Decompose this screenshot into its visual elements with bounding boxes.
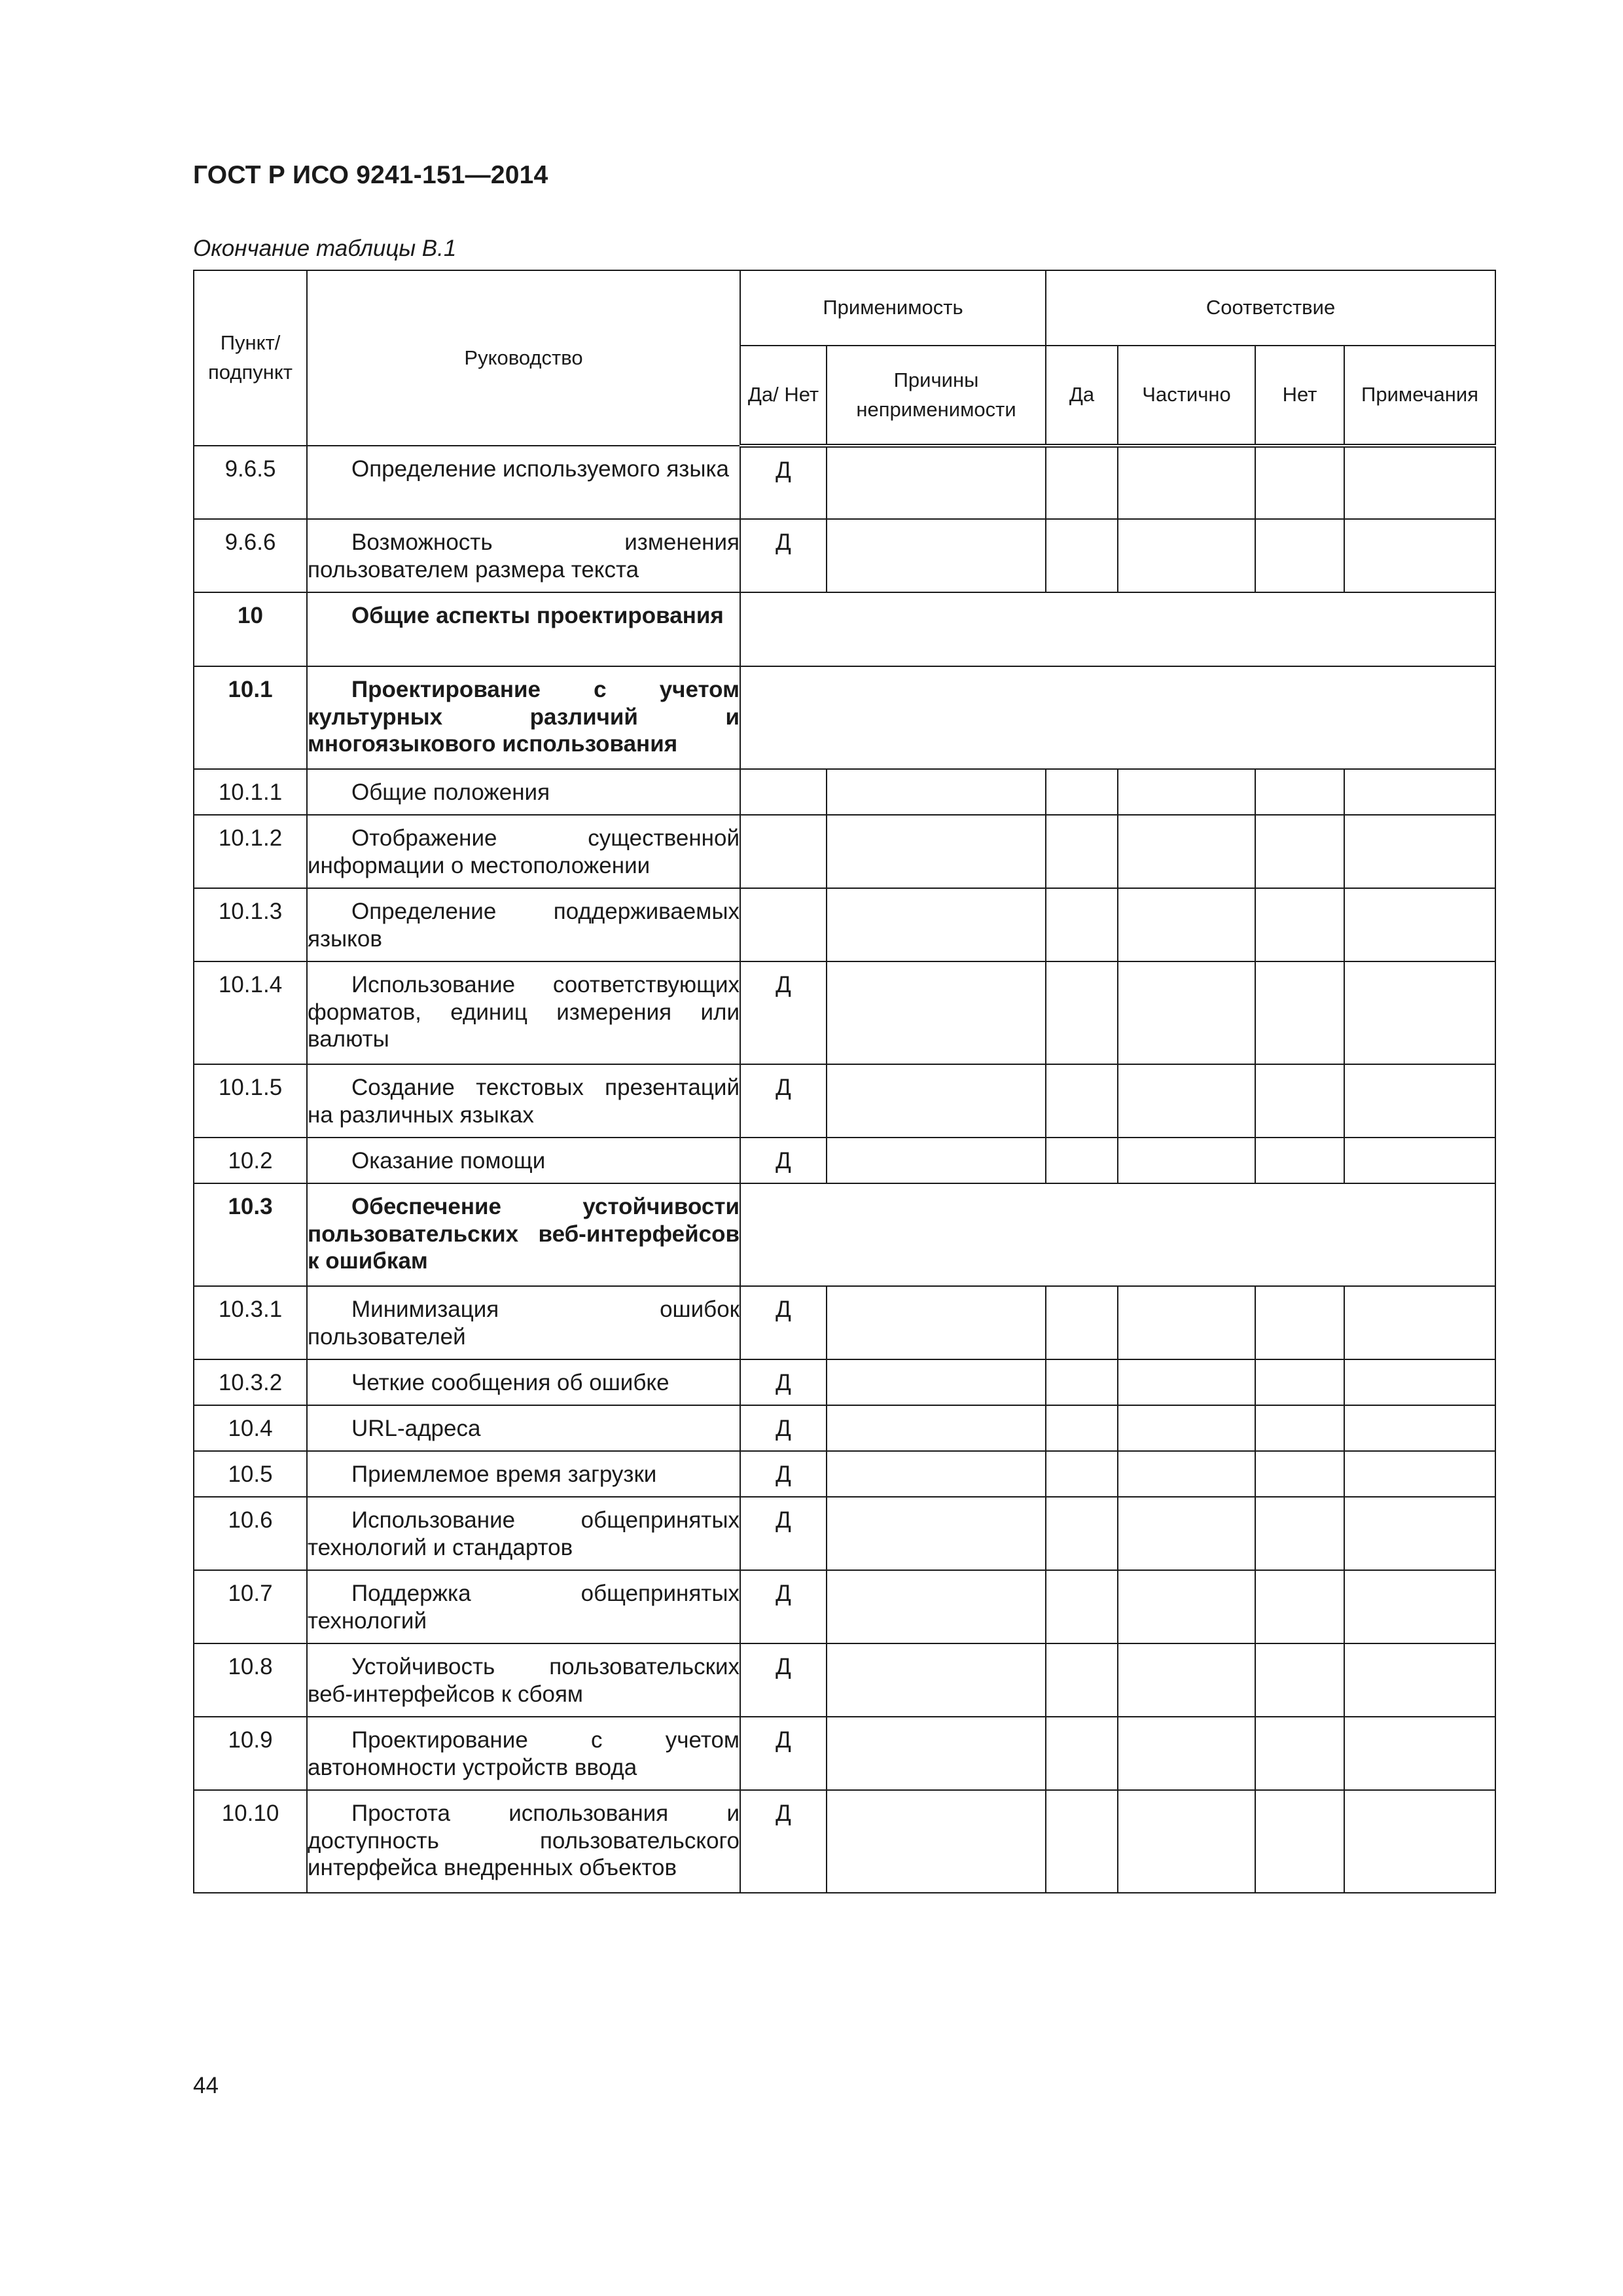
row-notes-cell xyxy=(1344,1790,1495,1893)
row-partial-cell xyxy=(1118,1405,1255,1451)
row-item-number: 10.8 xyxy=(194,1643,307,1717)
row-guidance xyxy=(307,1405,740,1451)
row-no-cell xyxy=(1255,815,1344,888)
row-no-cell xyxy=(1255,519,1344,592)
row-item-number: 10.4 xyxy=(194,1405,307,1451)
row-item-number: 10.10 xyxy=(194,1790,307,1893)
row-yes-no: Д xyxy=(740,961,827,1064)
row-yes-no: Д xyxy=(740,1717,827,1790)
table-row xyxy=(194,446,1495,519)
row-reasons-cell xyxy=(827,1138,1046,1183)
row-yes-no: Д xyxy=(740,1138,827,1183)
row-guidance-text: Использование общепринятых технологий и стандартов xyxy=(308,1507,740,1560)
row-partial-cell xyxy=(1118,1138,1255,1183)
table-row xyxy=(194,815,1495,888)
row-guidance-text: Минимизация ошибок пользователей xyxy=(308,1297,740,1350)
table-row xyxy=(194,1717,1495,1790)
row-guidance-text: URL-адреса xyxy=(351,1416,481,1441)
row-guidance-text: Возможность изменения пользователем размера текста xyxy=(308,529,740,583)
row-yes-cell xyxy=(1046,1405,1118,1451)
row-notes-cell xyxy=(1344,1286,1495,1359)
row-no-cell xyxy=(1255,1286,1344,1359)
header-yes: Да xyxy=(1046,346,1118,446)
row-notes-cell xyxy=(1344,1717,1495,1790)
row-no-cell xyxy=(1255,446,1344,519)
header-item: Пункт/ подпункт xyxy=(194,270,307,446)
row-item-number: 10.1 xyxy=(194,666,307,769)
row-yes-cell xyxy=(1046,519,1118,592)
row-guidance-text: Проектирование с учетом культурных различий и многоязыкового использования xyxy=(308,677,740,757)
row-guidance-text: Общие аспекты проектирования xyxy=(351,603,724,628)
row-partial-cell xyxy=(1118,1570,1255,1643)
row-no-cell xyxy=(1255,1451,1344,1497)
row-reasons-cell xyxy=(827,961,1046,1064)
row-item-number: 10.1.3 xyxy=(194,888,307,961)
row-reasons-cell xyxy=(827,1790,1046,1893)
row-guidance xyxy=(307,446,740,519)
header-notes: Примечания xyxy=(1344,346,1495,446)
row-no-cell xyxy=(1255,769,1344,815)
row-partial-cell xyxy=(1118,961,1255,1064)
row-guidance-text: Оказание помощи xyxy=(351,1148,546,1174)
row-no-cell xyxy=(1255,961,1344,1064)
row-yes-no: Д xyxy=(740,519,827,592)
row-item-number: 10 xyxy=(194,592,307,666)
row-yes-no: Д xyxy=(740,1405,827,1451)
row-no-cell xyxy=(1255,1497,1344,1570)
row-guidance xyxy=(307,1717,740,1790)
row-notes-cell xyxy=(1344,769,1495,815)
row-guidance xyxy=(307,1643,740,1717)
row-guidance-text: Четкие сообщения об ошибке xyxy=(351,1370,669,1395)
row-no-cell xyxy=(1255,888,1344,961)
table-row xyxy=(194,1405,1495,1451)
row-reasons-cell xyxy=(827,815,1046,888)
row-partial-cell xyxy=(1118,1359,1255,1405)
row-yes-no: Д xyxy=(740,1643,827,1717)
header-yes-no: Да/ Нет xyxy=(740,346,827,446)
row-reasons-cell xyxy=(827,888,1046,961)
header-applicability: Применимость xyxy=(740,270,1046,346)
row-guidance xyxy=(307,815,740,888)
row-item-number: 10.3.2 xyxy=(194,1359,307,1405)
header-no: Нет xyxy=(1255,346,1344,446)
row-yes-no: Д xyxy=(740,1790,827,1893)
row-item-number: 10.5 xyxy=(194,1451,307,1497)
row-guidance xyxy=(307,1359,740,1405)
row-partial-cell xyxy=(1118,1717,1255,1790)
row-no-cell xyxy=(1255,1405,1344,1451)
table-row xyxy=(194,1570,1495,1643)
row-partial-cell xyxy=(1118,1790,1255,1893)
row-yes-no xyxy=(740,888,827,961)
row-notes-cell xyxy=(1344,1064,1495,1138)
row-yes-cell xyxy=(1046,1138,1118,1183)
row-guidance xyxy=(307,769,740,815)
row-guidance xyxy=(307,1286,740,1359)
row-guidance-text: Определение используемого языка xyxy=(351,456,730,482)
table-row xyxy=(194,592,1495,666)
row-partial-cell xyxy=(1118,769,1255,815)
row-yes-cell xyxy=(1046,1497,1118,1570)
table-row xyxy=(194,1138,1495,1183)
row-reasons-cell xyxy=(827,1451,1046,1497)
row-item-number: 10.1.2 xyxy=(194,815,307,888)
row-item-number: 10.3 xyxy=(194,1183,307,1286)
row-guidance xyxy=(307,1064,740,1138)
merged-empty-cell xyxy=(740,666,1495,769)
page-number: 44 xyxy=(193,2073,219,2098)
row-guidance xyxy=(307,1183,740,1286)
table-body xyxy=(194,446,1495,1893)
row-item-number: 10.3.1 xyxy=(194,1286,307,1359)
row-guidance xyxy=(307,1497,740,1570)
row-partial-cell xyxy=(1118,815,1255,888)
row-guidance-text: Создание текстовых презентаций на различных языках xyxy=(308,1075,740,1128)
row-item-number: 9.6.5 xyxy=(194,446,307,519)
row-partial-cell xyxy=(1118,519,1255,592)
row-guidance xyxy=(307,519,740,592)
row-yes-cell xyxy=(1046,446,1118,519)
row-item-number: 9.6.6 xyxy=(194,519,307,592)
table-row xyxy=(194,1497,1495,1570)
row-yes-cell xyxy=(1046,1064,1118,1138)
header-conformance: Соответствие xyxy=(1046,270,1495,346)
row-partial-cell xyxy=(1118,1286,1255,1359)
row-reasons-cell xyxy=(827,519,1046,592)
merged-empty-cell xyxy=(740,1183,1495,1286)
row-reasons-cell xyxy=(827,1643,1046,1717)
document-header: ГОСТ Р ИСО 9241-151—2014 xyxy=(193,161,548,189)
row-guidance xyxy=(307,1451,740,1497)
row-reasons-cell xyxy=(827,446,1046,519)
checklist-table xyxy=(193,270,1496,1893)
row-yes-cell xyxy=(1046,815,1118,888)
row-no-cell xyxy=(1255,1138,1344,1183)
row-item-number: 10.6 xyxy=(194,1497,307,1570)
row-notes-cell xyxy=(1344,1138,1495,1183)
row-yes-cell xyxy=(1046,769,1118,815)
row-yes-cell xyxy=(1046,1717,1118,1790)
row-partial-cell xyxy=(1118,446,1255,519)
row-guidance xyxy=(307,1138,740,1183)
table-row xyxy=(194,961,1495,1064)
row-yes-cell xyxy=(1046,1286,1118,1359)
row-guidance xyxy=(307,888,740,961)
row-reasons-cell xyxy=(827,1405,1046,1451)
row-guidance xyxy=(307,1570,740,1643)
row-partial-cell xyxy=(1118,888,1255,961)
table-row xyxy=(194,1643,1495,1717)
row-guidance-text: Поддержка общепринятых технологий xyxy=(308,1581,740,1634)
table-row xyxy=(194,1451,1495,1497)
row-yes-no: Д xyxy=(740,446,827,519)
row-reasons-cell xyxy=(827,769,1046,815)
row-yes-no: Д xyxy=(740,1451,827,1497)
row-item-number: 10.7 xyxy=(194,1570,307,1643)
header-partial: Частично xyxy=(1118,346,1255,446)
row-yes-cell xyxy=(1046,1790,1118,1893)
row-notes-cell xyxy=(1344,1405,1495,1451)
row-yes-no: Д xyxy=(740,1064,827,1138)
row-notes-cell xyxy=(1344,1497,1495,1570)
row-notes-cell xyxy=(1344,815,1495,888)
row-guidance-text: Приемлемое время загрузки xyxy=(351,1462,657,1487)
row-yes-no xyxy=(740,815,827,888)
row-yes-cell xyxy=(1046,1643,1118,1717)
row-notes-cell xyxy=(1344,1359,1495,1405)
table-row xyxy=(194,1286,1495,1359)
row-yes-cell xyxy=(1046,888,1118,961)
row-no-cell xyxy=(1255,1643,1344,1717)
row-yes-no: Д xyxy=(740,1497,827,1570)
row-reasons-cell xyxy=(827,1717,1046,1790)
row-notes-cell xyxy=(1344,1570,1495,1643)
table-caption: Окончание таблицы В.1 xyxy=(193,236,457,261)
row-yes-no: Д xyxy=(740,1286,827,1359)
row-item-number: 10.1.1 xyxy=(194,769,307,815)
row-reasons-cell xyxy=(827,1286,1046,1359)
row-partial-cell xyxy=(1118,1064,1255,1138)
row-partial-cell xyxy=(1118,1497,1255,1570)
row-reasons-cell xyxy=(827,1497,1046,1570)
row-guidance xyxy=(307,1790,740,1893)
row-item-number: 10.2 xyxy=(194,1138,307,1183)
row-yes-cell xyxy=(1046,961,1118,1064)
row-reasons-cell xyxy=(827,1064,1046,1138)
merged-empty-cell xyxy=(740,592,1495,666)
header-guidance: Руководство xyxy=(307,270,740,446)
row-no-cell xyxy=(1255,1790,1344,1893)
table-header xyxy=(194,270,1495,446)
row-guidance-text: Проектирование с учетом автономности устройств ввода xyxy=(308,1727,740,1780)
row-guidance-text: Отображение существенной информации о местоположении xyxy=(308,825,740,878)
row-item-number: 10.9 xyxy=(194,1717,307,1790)
table-row xyxy=(194,519,1495,592)
row-guidance-text: Устойчивость пользовательских веб-интерфейсов к сбоям xyxy=(308,1654,740,1707)
row-yes-no xyxy=(740,769,827,815)
row-guidance xyxy=(307,666,740,769)
header-reasons: Причины неприменимости xyxy=(827,346,1046,446)
row-reasons-cell xyxy=(827,1359,1046,1405)
row-notes-cell xyxy=(1344,961,1495,1064)
table-row xyxy=(194,888,1495,961)
row-reasons-cell xyxy=(827,1570,1046,1643)
row-guidance-text: Определение поддерживаемых языков xyxy=(308,899,740,952)
row-notes-cell xyxy=(1344,888,1495,961)
table-row xyxy=(194,666,1495,769)
table-row xyxy=(194,1790,1495,1893)
table-row xyxy=(194,769,1495,815)
row-yes-cell xyxy=(1046,1359,1118,1405)
row-guidance xyxy=(307,961,740,1064)
row-guidance xyxy=(307,592,740,666)
row-no-cell xyxy=(1255,1717,1344,1790)
row-guidance-text: Обеспечение устойчивости пользовательских веб-интерфейсов к ошибкам xyxy=(308,1194,740,1274)
row-partial-cell xyxy=(1118,1643,1255,1717)
row-notes-cell xyxy=(1344,1451,1495,1497)
table-row xyxy=(194,1064,1495,1138)
row-guidance-text: Использование соответствующих форматов, единиц измерения или валюты xyxy=(308,972,740,1052)
row-yes-no: Д xyxy=(740,1570,827,1643)
row-guidance-text: Общие положения xyxy=(351,780,550,805)
row-notes-cell xyxy=(1344,446,1495,519)
row-yes-cell xyxy=(1046,1570,1118,1643)
row-notes-cell xyxy=(1344,519,1495,592)
row-no-cell xyxy=(1255,1359,1344,1405)
row-no-cell xyxy=(1255,1064,1344,1138)
row-notes-cell xyxy=(1344,1643,1495,1717)
row-partial-cell xyxy=(1118,1451,1255,1497)
row-yes-no: Д xyxy=(740,1359,827,1405)
row-yes-cell xyxy=(1046,1451,1118,1497)
row-guidance-text: Простота использования и доступность пользовательского интерфейса внедренных объектов xyxy=(308,1801,740,1881)
row-no-cell xyxy=(1255,1570,1344,1643)
table-row xyxy=(194,1183,1495,1286)
row-item-number: 10.1.5 xyxy=(194,1064,307,1138)
row-item-number: 10.1.4 xyxy=(194,961,307,1064)
table-row xyxy=(194,1359,1495,1405)
